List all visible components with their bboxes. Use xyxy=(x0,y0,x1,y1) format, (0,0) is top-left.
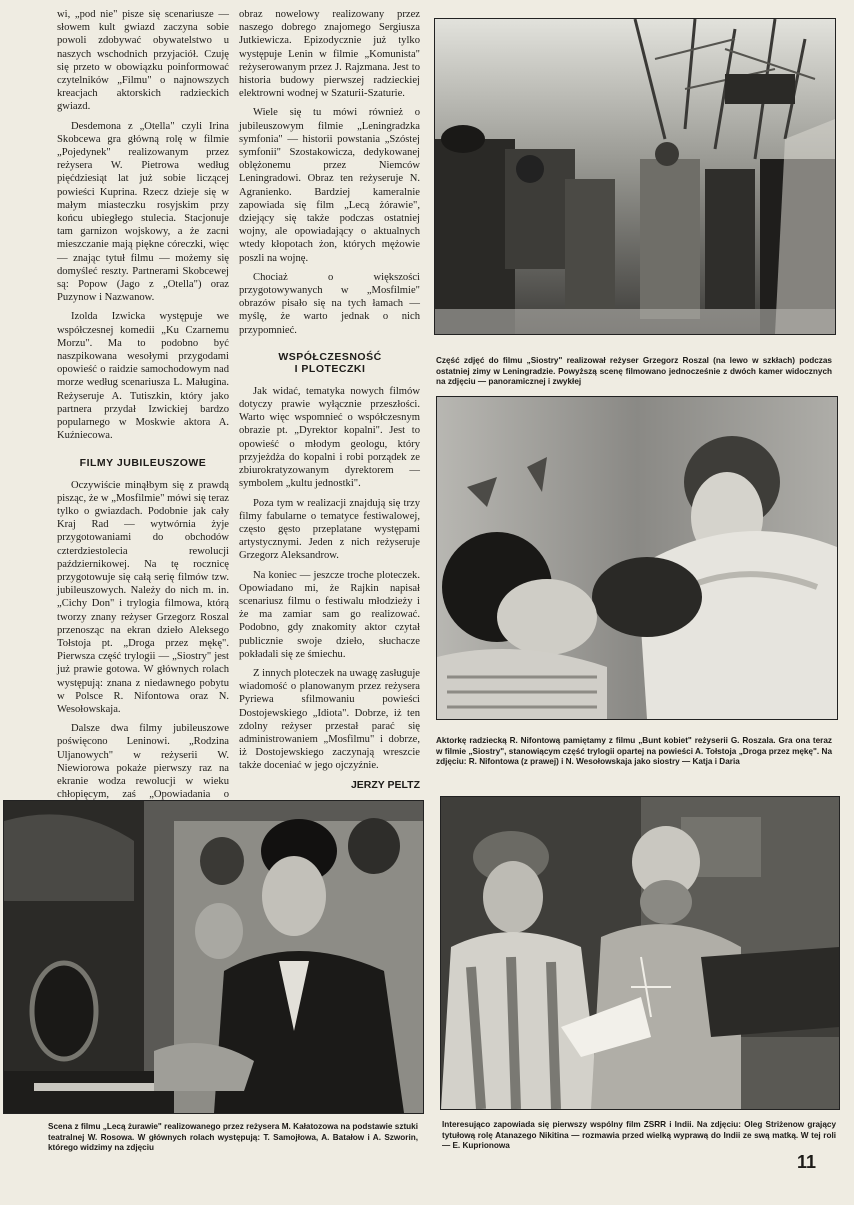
caption-photo-4: Interesująco zapowiada się pierwszy wspólny film ZSRR i Indii. Na zdjęciu: Oleg Striżenow grający tytułową rolę Atanazego Nikitina — rozmawia przed wielką wyprawą do Indii ze swą matką. W tej roli — E. Kuprionowa xyxy=(442,1120,836,1150)
paragraph: Jak widać, tematyka nowych filmów dotyczy prawie wyłącznie przeszłości. Warto więc wspomnieć o współczesnym obrazie pt. „Dyrektor kopalni". Jest to opowieść o młodym geologu, który przyjeżdża do kopalni i robi porządek ze zbiurokratyzowanym dyrektorem — symbolem „kultu jednostki". xyxy=(239,385,420,490)
photo-two-sisters xyxy=(436,396,838,720)
photo-piano-scene xyxy=(3,800,424,1114)
section-heading-contemporary: WSPÓŁCZESNOŚĆ I PLOTECZKI xyxy=(278,350,382,375)
caption-photo-2: Aktorkę radziecką R. Nifontową pamiętamy z filmu „Bunt kobiet" reżyserii G. Roszala. Gra ona teraz w filmie „Siostry", stanowiącym część trylogii opartej na powieści A. Tołstoja „Droga przez mękę". Na zdjęciu: R. Nifontowa (z prawej) i N. Wesołowskaja jako siostry — Katja i Daria xyxy=(436,736,832,766)
author-byline: JERZY PELTZ xyxy=(350,778,420,791)
article-column-1 xyxy=(57,8,229,821)
paragraph: obraz nowelowy realizowany przez naszego dobrego znajomego Sergiusza Jutkiewicza. Epizodycznie już tylko występuje Lenin w filmie „Komunista" reżyserowanym przez J. Rajzmana. Jest to historia budowy pierwszej radzieckiej elektrowni wodnej w Szaturii-Szaturie. xyxy=(239,9,420,100)
page-number: 11 xyxy=(796,1152,816,1172)
section-heading-jubilee: FILMY JUBILEUSZOWE xyxy=(79,456,207,469)
paragraph: Dalsze dwa filmy jubileuszowe poświęcono Leninowi. „Rodzina Uljanowych" w reżyserii W. Niewiorowa pokaże pierwszy raz na ekranie wodza rewolucji w wieku chłopięcym, zaś „Opowiadania o xyxy=(57,723,229,801)
paragraph: Izolda Izwicka występuje we współczesnej komedii „Ku Czarnemu Morzu". Ma to podobno być naszpikowana wesołymi przygodami opowieść o raidzie samochodowym nad morze według scenariusza L. Maługina. Reżyseruje A. Tutiszkin, który jako partnera przydał Izwickiej bardzo popularnego w Moskwie aktora A. Kuźniecowa. xyxy=(57,311,229,442)
paragraph: Wiele się tu mówi również o jubileuszowym filmie „Leningradzka symfonia" — historii powstania „Szóstej symfonii" Szostakowicza, dedykowanej oblężonemu przez Niemców Leningradowi. Obraz ten reżyseruje N. Agranienko. Bardziej kameralnie zapowiada się film „Lecą żórawie", dziejący się także podczas ostatniej wojny, ale opowiadający o aktualnych wtedy kłopotach żon, których mężowie poszli na wojnę. xyxy=(239,107,420,264)
photo-mother-and-son xyxy=(440,796,840,1110)
caption-photo-3: Scena z filmu „Lecą żurawie" realizowanego przez reżysera M. Kałatozowa na podstawie sztuki teatralnej W. Rosowa. W głównych rolach występują: T. Samojłowa, A. Batałow i A. Szworin, którego widzimy na zdjęciu xyxy=(48,1122,418,1152)
photo-film-set-winter xyxy=(434,18,836,335)
paragraph: Oczywiście minąłbym się z prawdą pisząc, że w „Mosfilmie" mówi się teraz tylko o gwiazdach. Podobnie jak cały Kraj Rad — wytwórnia żyje przygotowaniami do obchodów czterdziestolecia rewolucji październikowej. Na tę rocznicę przygotowuje się całą serię filmów tzw. jubileuszowych. Należy do nich m. in. „Cichy Don" i trylogia filmowa, którą tworzy znany reżyser Grzegorz Roszal przenosząc na ekran dzieło Aleksego Tołstoja pt. „Droga przez mękę". Pierwsza część trylogii — „Siostry" jest już prawie gotowa. W głównych rolach występują: znana z niedawnego pobytu w Polsce R. Nifontowa oraz N. Wesołowskaja. xyxy=(57,479,229,715)
caption-photo-1: Część zdjęć do filmu „Siostry" realizował reżyser Grzegorz Roszal (na lewo w szkłach) podczas ostatniej zimy w Leningradzie. Powyższą scenę filmowano jednocześnie z dwóch kamer widocznych na zdjęciu — panoramicznej i zwykłej xyxy=(436,356,832,386)
paragraph: Z innych ploteczek na uwagę zasługuje wiadomość o planowanym przez reżysera Pyriewa sfilmowaniu powieści Dostojewskiego „Idiota". Dobrze, iż ten zdolny reżyser przestał parać się administrowaniem „Mosfilmu" i dobrze, iż Dostojewskiego zaczynają wreszcie także doceniać w jego ojczyźnie. xyxy=(239,667,420,772)
paragraph: wi, „pod nie" pisze się scenariusze — słowem kult gwiazd zaczyna sobie powoli zdobywać obywatelstwo u naszych wschodnich przyjaciół. Czuję się przeto w obowiązku poinformować czytelników „Filmu" o najnowszych kreacjach aktorskich radzieckich gwiazd. xyxy=(57,9,229,113)
paragraph: Na koniec — jeszcze troche ploteczek. Opowiadano mi, że Rajkin napisał scenariusz filmu o festiwalu młodzieży i że ma zamiar sam go realizować. Podobno, gdy znakomity aktor czytał publicznie swoje dzieło, słuchacze pokładali się ze śmiechu. xyxy=(239,569,420,660)
paragraph: Chociaż o większości przygotowywanych w „Mosfilmie" obrazów pisało się na tych łamach — myślę, że warto jednak o nich przypomnieć. xyxy=(239,271,420,336)
paragraph: Desdemona z „Otella" czyli Irina Skobcewa gra główną rolę w filmie „Pojedynek" realizowanym przez reżysera W. Pietrowa według pięćdziesiąt lat już sobie liczącej powieści Kuprina. Rzecz dzieje się w małym miasteczku rosyjskim przy końcu ubiegłego stulecia. Stacjonuje tam garnizon wojskowy, a że zacni mieszczanie mają piękne córeczki, więc — znając tytuł filmu — możemy się domyśleć reszty. Partnerami Skobcewej są: Popow (Jago z „Otella") oraz Puzynow i Nazwanow. xyxy=(57,120,229,304)
article-column-2 xyxy=(239,8,420,792)
paragraph: Poza tym w realizacji znajdują się trzy filmy fabularne o tematyce festiwalowej, często gęsto przeplatane występami artystycznymi. Jeden z nich reżyseruje Grzegorz Aleksandrow. xyxy=(239,497,420,562)
